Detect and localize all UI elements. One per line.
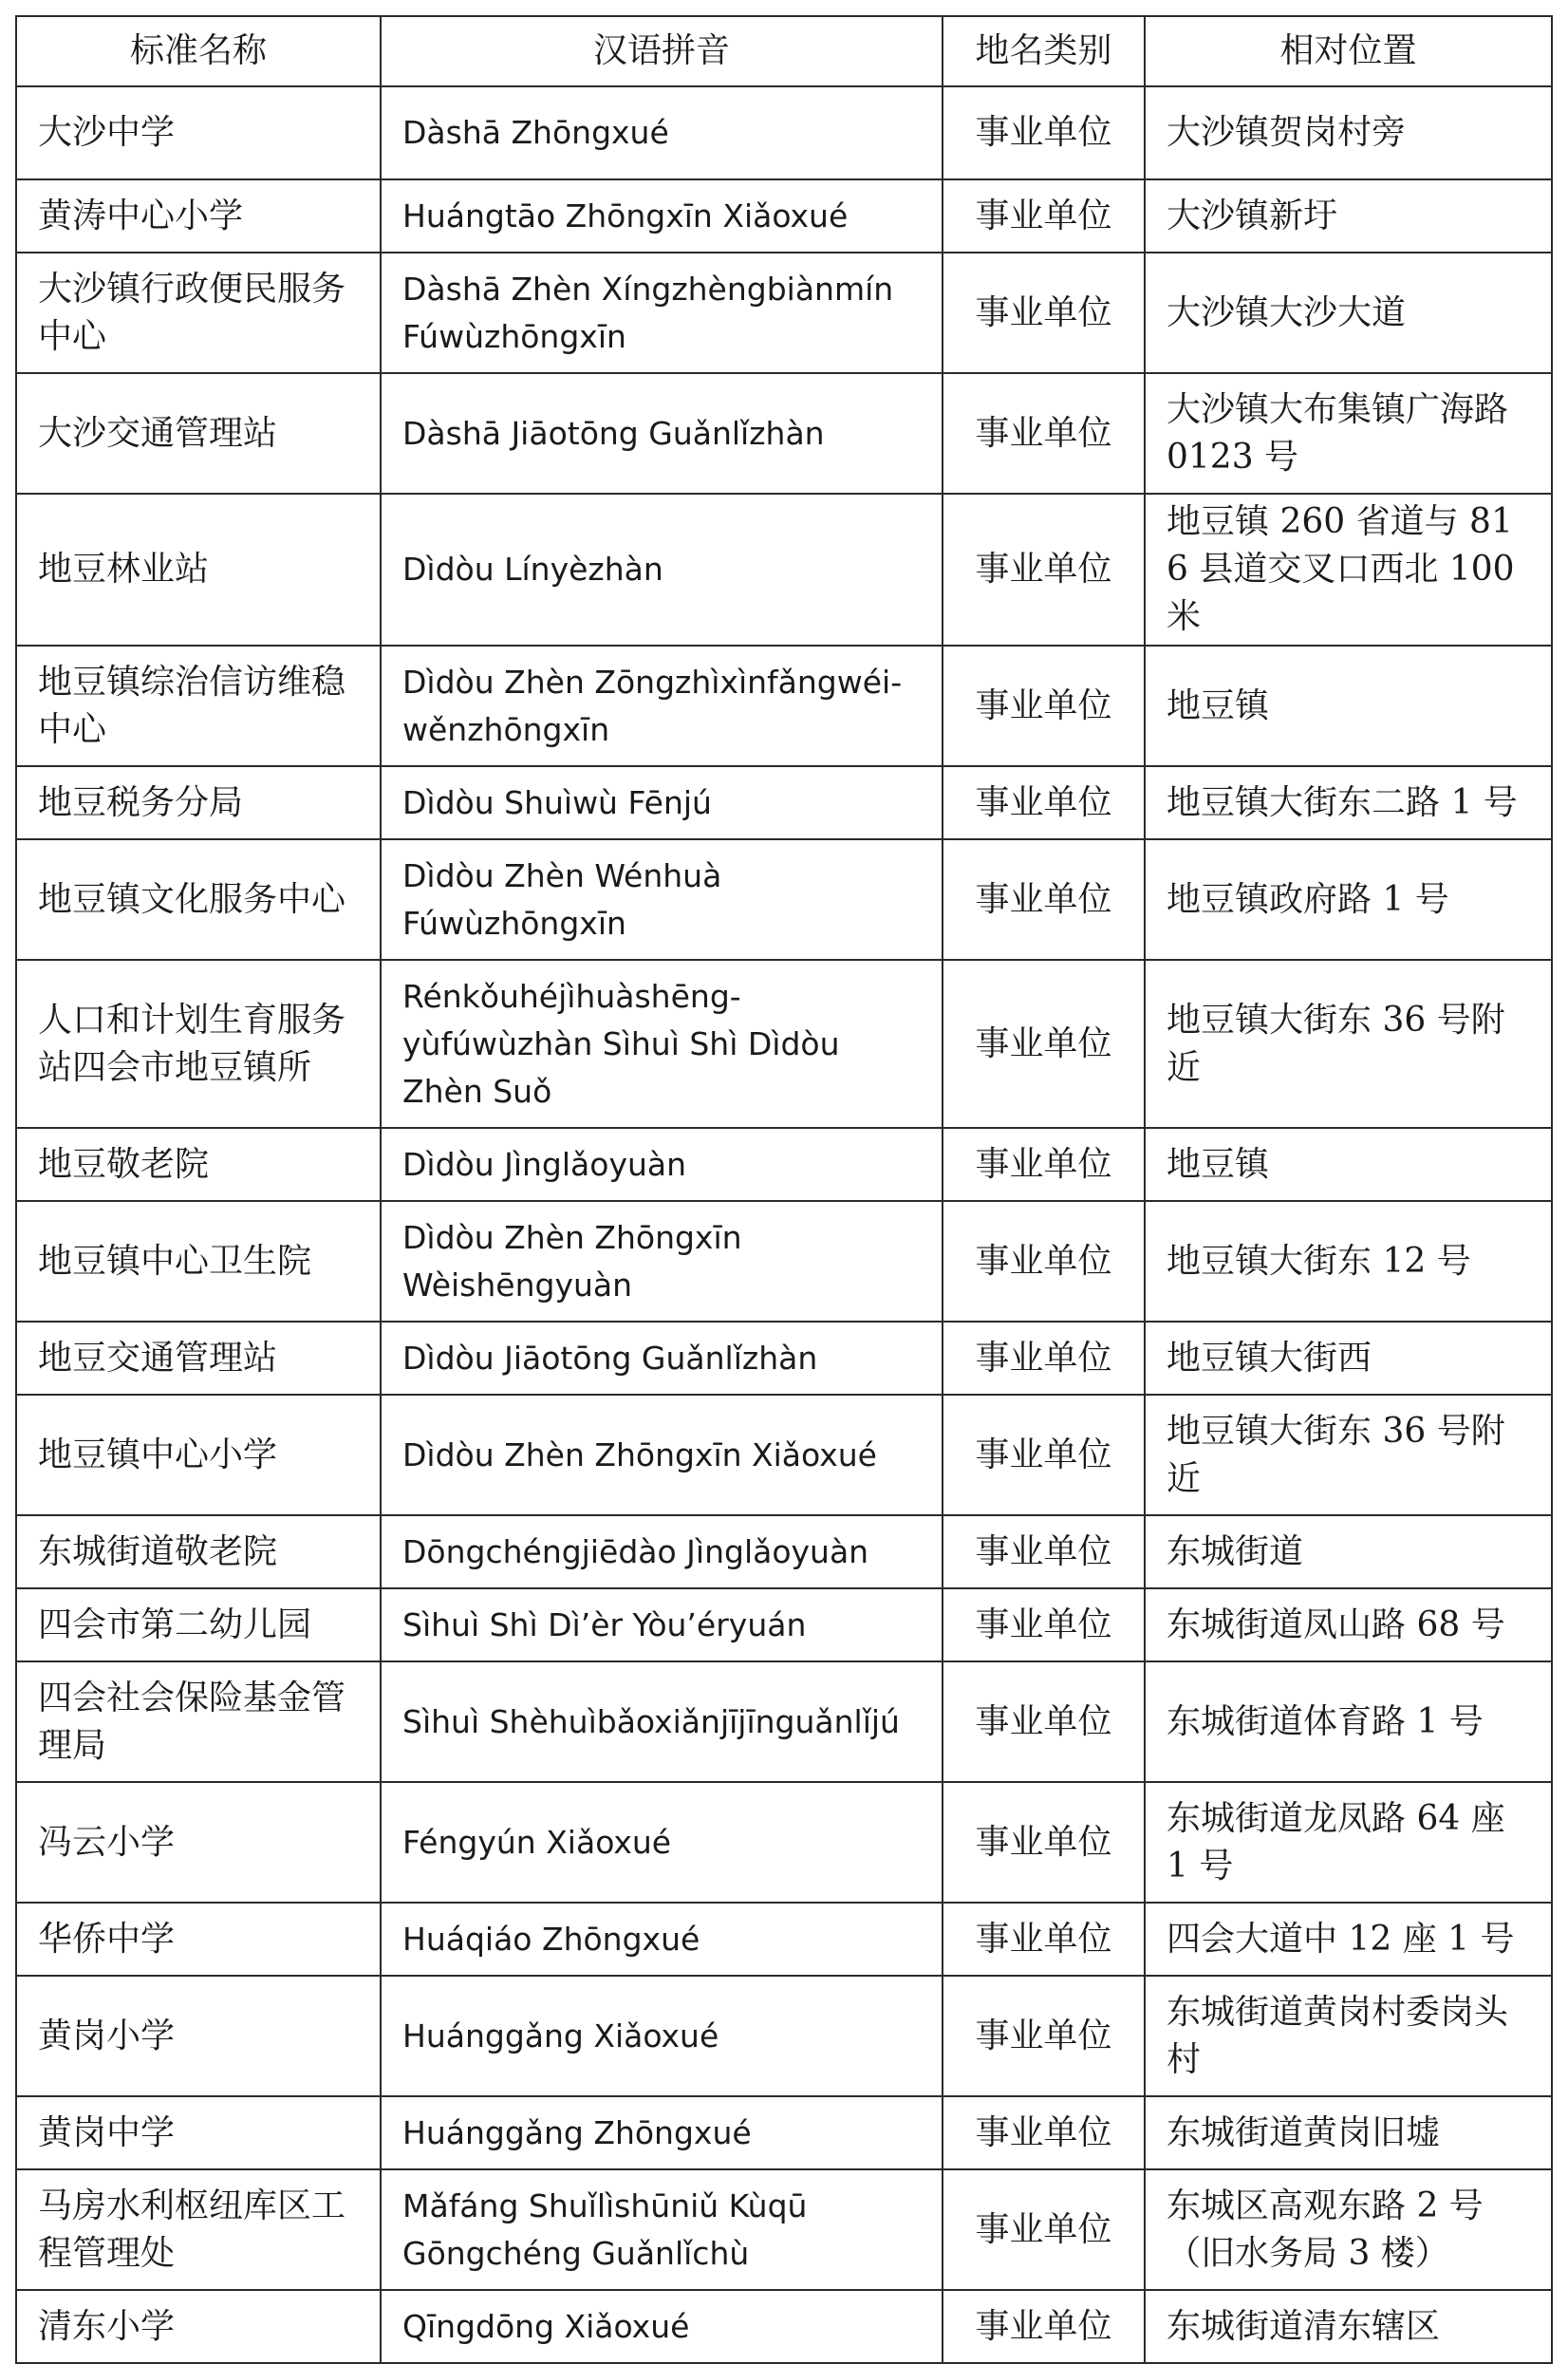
cell-pinyin: Dìdòu Zhèn Zhōngxīn Xiǎoxué xyxy=(381,1395,943,1515)
cell-pinyin: Dìdòu Shuìwù Fēnjú xyxy=(381,766,943,839)
place-name-table xyxy=(15,15,1553,2364)
cell-location: 东城街道龙凤路 64 座 1 号 xyxy=(1145,1782,1552,1903)
cell-name: 人口和计划生育服务站四会市地豆镇所 xyxy=(16,960,381,1128)
cell-location: 东城街道清东辖区 xyxy=(1145,2290,1552,2363)
table-row xyxy=(16,2290,1552,2363)
cell-category: 事业单位 xyxy=(943,839,1145,960)
cell-location: 大沙镇大沙大道 xyxy=(1145,253,1552,373)
cell-category: 事业单位 xyxy=(943,253,1145,373)
cell-location: 地豆镇 260 省道与 816 县道交叉口西北 100 米 xyxy=(1145,494,1552,646)
cell-name: 地豆镇中心卫生院 xyxy=(16,1201,381,1322)
cell-pinyin: Dàshā Zhōngxué xyxy=(381,86,943,179)
cell-pinyin: Huángtāo Zhōngxīn Xiǎoxué xyxy=(381,179,943,253)
cell-category: 事业单位 xyxy=(943,494,1145,646)
cell-location: 东城区高观东路 2 号（旧水务局 3 楼） xyxy=(1145,2169,1552,2290)
cell-category: 事业单位 xyxy=(943,1782,1145,1903)
cell-name: 冯云小学 xyxy=(16,1782,381,1903)
cell-category: 事业单位 xyxy=(943,2169,1145,2290)
cell-category: 事业单位 xyxy=(943,373,1145,494)
cell-pinyin: Huánggǎng Xiǎoxué xyxy=(381,1976,943,2096)
cell-pinyin: Sìhuì Shèhuìbǎoxiǎnjījīnguǎnlǐjú xyxy=(381,1661,943,1782)
cell-location: 地豆镇政府路 1 号 xyxy=(1145,839,1552,960)
cell-location: 地豆镇大街东 36 号附近 xyxy=(1145,960,1552,1128)
cell-category: 事业单位 xyxy=(943,1395,1145,1515)
cell-pinyin: Dìdòu Zhèn Zhōngxīn Wèishēngyuàn xyxy=(381,1201,943,1322)
table-row xyxy=(16,373,1552,494)
cell-name: 地豆林业站 xyxy=(16,494,381,646)
cell-name: 地豆敬老院 xyxy=(16,1128,381,1201)
cell-location: 四会大道中 12 座 1 号 xyxy=(1145,1903,1552,1976)
cell-location: 东城街道体育路 1 号 xyxy=(1145,1661,1552,1782)
document-page xyxy=(15,15,1551,2364)
table-row xyxy=(16,766,1552,839)
table-header-row xyxy=(16,16,1552,86)
cell-pinyin: Mǎfáng Shuǐlìshūniǔ Kùqū Gōngchéng Guǎnlǐchù xyxy=(381,2169,943,2290)
table-row xyxy=(16,1395,1552,1515)
header-standard-name: 标准名称 xyxy=(16,16,381,86)
cell-category: 事业单位 xyxy=(943,2096,1145,2169)
cell-name: 黄岗小学 xyxy=(16,1976,381,2096)
cell-name: 地豆镇综治信访维稳中心 xyxy=(16,646,381,766)
header-category: 地名类别 xyxy=(943,16,1145,86)
cell-pinyin: Dōngchéngjiēdào Jìnglǎoyuàn xyxy=(381,1515,943,1588)
cell-pinyin: Dàshā Zhèn Xíngzhèngbiànmín Fúwùzhōngxīn xyxy=(381,253,943,373)
cell-pinyin: Qīngdōng Xiǎoxué xyxy=(381,2290,943,2363)
table-row xyxy=(16,646,1552,766)
cell-category: 事业单位 xyxy=(943,2290,1145,2363)
cell-location: 地豆镇大街东二路 1 号 xyxy=(1145,766,1552,839)
cell-pinyin: Huánggǎng Zhōngxué xyxy=(381,2096,943,2169)
cell-category: 事业单位 xyxy=(943,1588,1145,1661)
cell-pinyin: Dìdòu Jìnglǎoyuàn xyxy=(381,1128,943,1201)
cell-pinyin: Dìdòu Zhèn Wénhuà Fúwùzhōngxīn xyxy=(381,839,943,960)
cell-pinyin: Dìdòu Jiāotōng Guǎnlǐzhàn xyxy=(381,1322,943,1395)
cell-category: 事业单位 xyxy=(943,1903,1145,1976)
table-row xyxy=(16,1903,1552,1976)
cell-location: 地豆镇 xyxy=(1145,646,1552,766)
cell-location: 东城街道凤山路 68 号 xyxy=(1145,1588,1552,1661)
cell-category: 事业单位 xyxy=(943,1976,1145,2096)
cell-pinyin: Féngyún Xiǎoxué xyxy=(381,1782,943,1903)
table-row xyxy=(16,1322,1552,1395)
cell-location: 地豆镇大街东 36 号附近 xyxy=(1145,1395,1552,1515)
cell-name: 黄涛中心小学 xyxy=(16,179,381,253)
cell-location: 东城街道黄岗旧墟 xyxy=(1145,2096,1552,2169)
cell-category: 事业单位 xyxy=(943,1661,1145,1782)
cell-name: 大沙交通管理站 xyxy=(16,373,381,494)
cell-location: 大沙镇新圩 xyxy=(1145,179,1552,253)
header-pinyin: 汉语拼音 xyxy=(381,16,943,86)
cell-location: 大沙镇贺岗村旁 xyxy=(1145,86,1552,179)
cell-location: 大沙镇大布集镇广海路 0123 号 xyxy=(1145,373,1552,494)
cell-name: 东城街道敬老院 xyxy=(16,1515,381,1588)
cell-name: 大沙中学 xyxy=(16,86,381,179)
cell-name: 黄岗中学 xyxy=(16,2096,381,2169)
cell-pinyin: Dàshā Jiāotōng Guǎnlǐzhàn xyxy=(381,373,943,494)
cell-pinyin: Huáqiáo Zhōngxué xyxy=(381,1903,943,1976)
cell-name: 华侨中学 xyxy=(16,1903,381,1976)
table-row xyxy=(16,1976,1552,2096)
cell-category: 事业单位 xyxy=(943,1322,1145,1395)
table-row xyxy=(16,1588,1552,1661)
cell-location: 地豆镇 xyxy=(1145,1128,1552,1201)
table-row xyxy=(16,2096,1552,2169)
cell-category: 事业单位 xyxy=(943,766,1145,839)
table-row xyxy=(16,1515,1552,1588)
cell-category: 事业单位 xyxy=(943,1201,1145,1322)
cell-name: 地豆交通管理站 xyxy=(16,1322,381,1395)
table-row xyxy=(16,179,1552,253)
cell-category: 事业单位 xyxy=(943,646,1145,766)
cell-category: 事业单位 xyxy=(943,179,1145,253)
cell-pinyin: Dìdòu Línyèzhàn xyxy=(381,494,943,646)
cell-name: 马房水利枢纽库区工程管理处 xyxy=(16,2169,381,2290)
table-row xyxy=(16,1128,1552,1201)
cell-category: 事业单位 xyxy=(943,1128,1145,1201)
cell-category: 事业单位 xyxy=(943,1515,1145,1588)
cell-location: 东城街道 xyxy=(1145,1515,1552,1588)
cell-name: 地豆税务分局 xyxy=(16,766,381,839)
table-row xyxy=(16,1661,1552,1782)
cell-name: 大沙镇行政便民服务中心 xyxy=(16,253,381,373)
cell-pinyin: Sìhuì Shì Dì’èr Yòu’éryuán xyxy=(381,1588,943,1661)
cell-pinyin: Dìdòu Zhèn Zōngzhìxìnfǎngwéi-wěnzhōngxīn xyxy=(381,646,943,766)
cell-location: 地豆镇大街东 12 号 xyxy=(1145,1201,1552,1322)
cell-category: 事业单位 xyxy=(943,960,1145,1128)
cell-name: 清东小学 xyxy=(16,2290,381,2363)
table-row xyxy=(16,839,1552,960)
table-row xyxy=(16,1201,1552,1322)
cell-name: 地豆镇中心小学 xyxy=(16,1395,381,1515)
table-row xyxy=(16,1782,1552,1903)
cell-name: 四会市第二幼儿园 xyxy=(16,1588,381,1661)
cell-pinyin: Rénkǒuhéjìhuàshēng-yùfúwùzhàn Sìhuì Shì Dìdòu Zhèn Suǒ xyxy=(381,960,943,1128)
table-row xyxy=(16,960,1552,1128)
cell-location: 地豆镇大街西 xyxy=(1145,1322,1552,1395)
table-row xyxy=(16,86,1552,179)
cell-location: 东城街道黄岗村委岗头村 xyxy=(1145,1976,1552,2096)
cell-category: 事业单位 xyxy=(943,86,1145,179)
table-row xyxy=(16,253,1552,373)
cell-name: 四会社会保险基金管理局 xyxy=(16,1661,381,1782)
table-row xyxy=(16,494,1552,646)
table-row xyxy=(16,2169,1552,2290)
cell-name: 地豆镇文化服务中心 xyxy=(16,839,381,960)
header-location: 相对位置 xyxy=(1145,16,1552,86)
